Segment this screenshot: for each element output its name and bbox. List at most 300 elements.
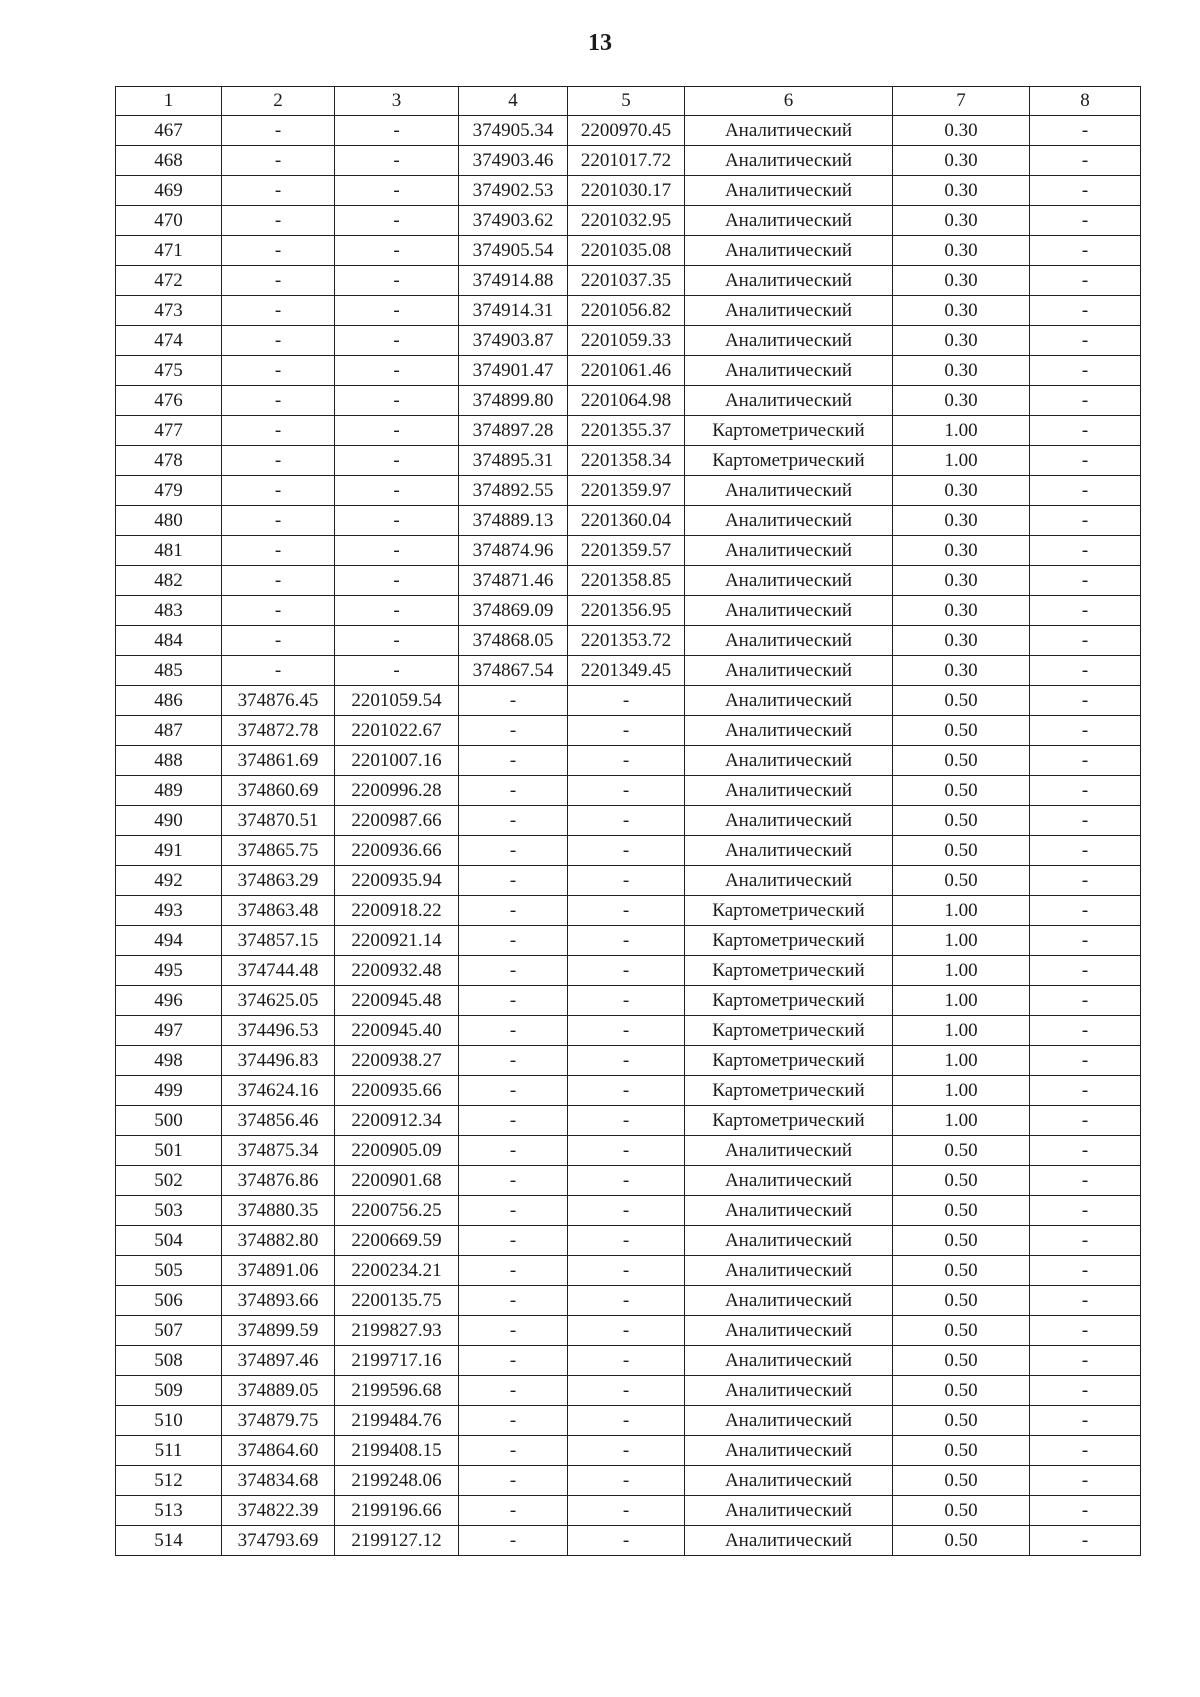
point-number-cell: 486	[116, 686, 222, 716]
note-cell: -	[1030, 416, 1141, 446]
accuracy-cell: 0.50	[893, 1316, 1030, 1346]
method-cell: Аналитический	[685, 236, 893, 266]
method-cell: Картометрический	[685, 416, 893, 446]
x-coord-cell: 374897.46	[222, 1346, 335, 1376]
method-cell: Аналитический	[685, 1166, 893, 1196]
table-row	[116, 116, 1141, 146]
y-coord-cell: 2200756.25	[335, 1196, 459, 1226]
accuracy-cell: 0.30	[893, 506, 1030, 536]
note-cell: -	[1030, 1076, 1141, 1106]
y-coord-cell: 2200935.66	[335, 1076, 459, 1106]
method-cell: Аналитический	[685, 1466, 893, 1496]
x-coord-new-cell: 374897.28	[459, 416, 568, 446]
method-cell: Аналитический	[685, 686, 893, 716]
accuracy-cell: 0.50	[893, 716, 1030, 746]
table-row	[116, 1046, 1141, 1076]
table-row	[116, 746, 1141, 776]
note-cell: -	[1030, 476, 1141, 506]
x-coord-new-cell: 374899.80	[459, 386, 568, 416]
method-cell: Аналитический	[685, 536, 893, 566]
point-number-cell: 485	[116, 656, 222, 686]
y-coord-new-cell: 2201032.95	[568, 206, 685, 236]
y-coord-new-cell: -	[568, 1316, 685, 1346]
y-coord-new-cell: -	[568, 1286, 685, 1316]
table-row	[116, 896, 1141, 926]
y-coord-cell: 2200234.21	[335, 1256, 459, 1286]
table-row	[116, 1286, 1141, 1316]
x-coord-new-cell: -	[459, 1526, 568, 1556]
x-coord-cell: -	[222, 416, 335, 446]
y-coord-cell: -	[335, 146, 459, 176]
y-coord-new-cell: -	[568, 1496, 685, 1526]
y-coord-cell: -	[335, 236, 459, 266]
y-coord-cell: 2201022.67	[335, 716, 459, 746]
note-cell: -	[1030, 236, 1141, 266]
method-cell: Аналитический	[685, 476, 893, 506]
method-cell: Аналитический	[685, 1286, 893, 1316]
accuracy-cell: 0.50	[893, 1166, 1030, 1196]
y-coord-cell: 2200945.40	[335, 1016, 459, 1046]
x-coord-new-cell: 374871.46	[459, 566, 568, 596]
y-coord-cell: 2200936.66	[335, 836, 459, 866]
x-coord-new-cell: 374892.55	[459, 476, 568, 506]
method-cell: Аналитический	[685, 326, 893, 356]
y-coord-cell: 2200905.09	[335, 1136, 459, 1166]
y-coord-new-cell: -	[568, 1136, 685, 1166]
x-coord-cell: 374876.86	[222, 1166, 335, 1196]
y-coord-new-cell: -	[568, 1436, 685, 1466]
accuracy-cell: 0.50	[893, 1526, 1030, 1556]
method-cell: Картометрический	[685, 896, 893, 926]
table-row	[116, 956, 1141, 986]
point-number-cell: 481	[116, 536, 222, 566]
x-coord-new-cell: -	[459, 1136, 568, 1166]
accuracy-cell: 0.50	[893, 1256, 1030, 1286]
point-number-cell: 511	[116, 1436, 222, 1466]
point-number-cell: 489	[116, 776, 222, 806]
accuracy-cell: 0.50	[893, 866, 1030, 896]
x-coord-new-cell: -	[459, 1046, 568, 1076]
y-coord-new-cell: -	[568, 1466, 685, 1496]
method-cell: Аналитический	[685, 1496, 893, 1526]
table-row	[116, 776, 1141, 806]
x-coord-new-cell: -	[459, 1496, 568, 1526]
table-body	[116, 116, 1141, 1556]
accuracy-cell: 0.50	[893, 1196, 1030, 1226]
x-coord-new-cell: 374895.31	[459, 446, 568, 476]
y-coord-cell: 2199196.66	[335, 1496, 459, 1526]
y-coord-cell: -	[335, 266, 459, 296]
y-coord-new-cell: 2201037.35	[568, 266, 685, 296]
point-number-cell: 471	[116, 236, 222, 266]
method-cell: Аналитический	[685, 656, 893, 686]
table-row	[116, 326, 1141, 356]
x-coord-cell: -	[222, 626, 335, 656]
y-coord-new-cell: -	[568, 986, 685, 1016]
x-coord-new-cell: -	[459, 1376, 568, 1406]
x-coord-new-cell: -	[459, 1226, 568, 1256]
y-coord-new-cell: -	[568, 1106, 685, 1136]
y-coord-new-cell: 2201059.33	[568, 326, 685, 356]
x-coord-cell: 374496.53	[222, 1016, 335, 1046]
method-cell: Аналитический	[685, 296, 893, 326]
table-row	[116, 506, 1141, 536]
accuracy-cell: 1.00	[893, 1046, 1030, 1076]
note-cell: -	[1030, 206, 1141, 236]
x-coord-cell: 374625.05	[222, 986, 335, 1016]
accuracy-cell: 0.50	[893, 776, 1030, 806]
x-coord-new-cell: -	[459, 716, 568, 746]
table-row	[116, 596, 1141, 626]
point-number-cell: 494	[116, 926, 222, 956]
table-row	[116, 296, 1141, 326]
y-coord-new-cell: -	[568, 716, 685, 746]
point-number-cell: 496	[116, 986, 222, 1016]
note-cell: -	[1030, 1376, 1141, 1406]
x-coord-cell: 374891.06	[222, 1256, 335, 1286]
x-coord-cell: -	[222, 356, 335, 386]
table-row	[116, 566, 1141, 596]
note-cell: -	[1030, 1136, 1141, 1166]
x-coord-new-cell: -	[459, 746, 568, 776]
table-row	[116, 1256, 1141, 1286]
table-row	[116, 836, 1141, 866]
method-cell: Аналитический	[685, 1256, 893, 1286]
accuracy-cell: 1.00	[893, 1076, 1030, 1106]
accuracy-cell: 0.50	[893, 1466, 1030, 1496]
method-cell: Аналитический	[685, 1526, 893, 1556]
y-coord-cell: 2199827.93	[335, 1316, 459, 1346]
method-cell: Аналитический	[685, 506, 893, 536]
x-coord-new-cell: -	[459, 986, 568, 1016]
point-number-cell: 509	[116, 1376, 222, 1406]
table-row	[116, 1346, 1141, 1376]
accuracy-cell: 1.00	[893, 956, 1030, 986]
note-cell: -	[1030, 536, 1141, 566]
table-row	[116, 806, 1141, 836]
table-row	[116, 1226, 1141, 1256]
point-number-cell: 469	[116, 176, 222, 206]
x-coord-cell: -	[222, 446, 335, 476]
table-row	[116, 206, 1141, 236]
accuracy-cell: 0.30	[893, 326, 1030, 356]
note-cell: -	[1030, 716, 1141, 746]
x-coord-new-cell: -	[459, 1166, 568, 1196]
accuracy-cell: 1.00	[893, 926, 1030, 956]
method-cell: Аналитический	[685, 356, 893, 386]
accuracy-cell: 0.30	[893, 536, 1030, 566]
y-coord-new-cell: -	[568, 1016, 685, 1046]
x-coord-cell: -	[222, 236, 335, 266]
note-cell: -	[1030, 626, 1141, 656]
x-coord-cell: 374879.75	[222, 1406, 335, 1436]
table-row	[116, 1166, 1141, 1196]
note-cell: -	[1030, 1316, 1141, 1346]
note-cell: -	[1030, 1346, 1141, 1376]
method-cell: Картометрический	[685, 1106, 893, 1136]
x-coord-cell: 374624.16	[222, 1076, 335, 1106]
table-row	[116, 986, 1141, 1016]
note-cell: -	[1030, 1496, 1141, 1526]
point-number-cell: 470	[116, 206, 222, 236]
accuracy-cell: 1.00	[893, 1106, 1030, 1136]
method-cell: Аналитический	[685, 1226, 893, 1256]
accuracy-cell: 0.50	[893, 1346, 1030, 1376]
accuracy-cell: 1.00	[893, 1016, 1030, 1046]
x-coord-new-cell: -	[459, 1316, 568, 1346]
y-coord-cell: 2200945.48	[335, 986, 459, 1016]
method-cell: Аналитический	[685, 1136, 893, 1166]
point-number-cell: 468	[116, 146, 222, 176]
point-number-cell: 505	[116, 1256, 222, 1286]
y-coord-new-cell: -	[568, 806, 685, 836]
y-coord-new-cell: 2201353.72	[568, 626, 685, 656]
x-coord-new-cell: 374869.09	[459, 596, 568, 626]
table-row	[116, 416, 1141, 446]
y-coord-new-cell: 2200970.45	[568, 116, 685, 146]
x-coord-cell: -	[222, 296, 335, 326]
table-row	[116, 236, 1141, 266]
y-coord-new-cell: -	[568, 1166, 685, 1196]
method-cell: Аналитический	[685, 866, 893, 896]
x-coord-cell: -	[222, 566, 335, 596]
x-coord-new-cell: -	[459, 1346, 568, 1376]
column-header: 3	[335, 87, 459, 116]
note-cell: -	[1030, 1526, 1141, 1556]
x-coord-cell: 374793.69	[222, 1526, 335, 1556]
method-cell: Картометрический	[685, 926, 893, 956]
x-coord-cell: 374822.39	[222, 1496, 335, 1526]
note-cell: -	[1030, 776, 1141, 806]
method-cell: Аналитический	[685, 746, 893, 776]
y-coord-cell: 2200935.94	[335, 866, 459, 896]
point-number-cell: 491	[116, 836, 222, 866]
y-coord-new-cell: 2201358.85	[568, 566, 685, 596]
accuracy-cell: 0.50	[893, 1376, 1030, 1406]
method-cell: Аналитический	[685, 1376, 893, 1406]
note-cell: -	[1030, 1256, 1141, 1286]
x-coord-new-cell: -	[459, 1286, 568, 1316]
column-header: 8	[1030, 87, 1141, 116]
accuracy-cell: 1.00	[893, 416, 1030, 446]
note-cell: -	[1030, 176, 1141, 206]
y-coord-new-cell: 2201359.97	[568, 476, 685, 506]
point-number-cell: 503	[116, 1196, 222, 1226]
point-number-cell: 490	[116, 806, 222, 836]
accuracy-cell: 0.30	[893, 356, 1030, 386]
accuracy-cell: 0.30	[893, 596, 1030, 626]
method-cell: Аналитический	[685, 626, 893, 656]
table-row	[116, 1076, 1141, 1106]
x-coord-new-cell: -	[459, 686, 568, 716]
y-coord-cell: -	[335, 416, 459, 446]
x-coord-new-cell: 374914.31	[459, 296, 568, 326]
point-number-cell: 467	[116, 116, 222, 146]
y-coord-cell: -	[335, 386, 459, 416]
note-cell: -	[1030, 296, 1141, 326]
y-coord-new-cell: -	[568, 956, 685, 986]
x-coord-new-cell: 374905.34	[459, 116, 568, 146]
method-cell: Аналитический	[685, 266, 893, 296]
x-coord-cell: 374880.35	[222, 1196, 335, 1226]
note-cell: -	[1030, 656, 1141, 686]
y-coord-cell: 2201059.54	[335, 686, 459, 716]
method-cell: Аналитический	[685, 566, 893, 596]
x-coord-cell: -	[222, 596, 335, 626]
method-cell: Аналитический	[685, 1406, 893, 1436]
x-coord-new-cell: 374903.46	[459, 146, 568, 176]
y-coord-cell: 2199127.12	[335, 1526, 459, 1556]
point-number-cell: 482	[116, 566, 222, 596]
note-cell: -	[1030, 1466, 1141, 1496]
note-cell: -	[1030, 1046, 1141, 1076]
accuracy-cell: 0.30	[893, 566, 1030, 596]
note-cell: -	[1030, 1406, 1141, 1436]
accuracy-cell: 0.30	[893, 146, 1030, 176]
accuracy-cell: 0.30	[893, 266, 1030, 296]
y-coord-new-cell: -	[568, 1226, 685, 1256]
x-coord-cell: 374496.83	[222, 1046, 335, 1076]
x-coord-new-cell: -	[459, 1406, 568, 1436]
y-coord-cell: -	[335, 296, 459, 326]
accuracy-cell: 0.50	[893, 746, 1030, 776]
y-coord-cell: -	[335, 116, 459, 146]
x-coord-cell: -	[222, 476, 335, 506]
table-row	[116, 866, 1141, 896]
x-coord-cell: 374876.45	[222, 686, 335, 716]
method-cell: Аналитический	[685, 1346, 893, 1376]
point-number-cell: 484	[116, 626, 222, 656]
column-header: 1	[116, 87, 222, 116]
y-coord-new-cell: 2201035.08	[568, 236, 685, 266]
y-coord-new-cell: 2201064.98	[568, 386, 685, 416]
point-number-cell: 506	[116, 1286, 222, 1316]
method-cell: Аналитический	[685, 1436, 893, 1466]
note-cell: -	[1030, 116, 1141, 146]
x-coord-new-cell: 374867.54	[459, 656, 568, 686]
note-cell: -	[1030, 1436, 1141, 1466]
point-number-cell: 488	[116, 746, 222, 776]
point-number-cell: 474	[116, 326, 222, 356]
y-coord-cell: -	[335, 506, 459, 536]
x-coord-new-cell: 374914.88	[459, 266, 568, 296]
y-coord-new-cell: -	[568, 1406, 685, 1436]
method-cell: Аналитический	[685, 806, 893, 836]
note-cell: -	[1030, 446, 1141, 476]
point-number-cell: 500	[116, 1106, 222, 1136]
method-cell: Аналитический	[685, 776, 893, 806]
y-coord-cell: -	[335, 176, 459, 206]
x-coord-new-cell: -	[459, 1016, 568, 1046]
accuracy-cell: 0.30	[893, 386, 1030, 416]
y-coord-cell: 2201007.16	[335, 746, 459, 776]
point-number-cell: 501	[116, 1136, 222, 1166]
y-coord-new-cell: -	[568, 686, 685, 716]
accuracy-cell: 0.50	[893, 1286, 1030, 1316]
note-cell: -	[1030, 1226, 1141, 1256]
note-cell: -	[1030, 1196, 1141, 1226]
y-coord-new-cell: 2201359.57	[568, 536, 685, 566]
x-coord-cell: 374863.48	[222, 896, 335, 926]
accuracy-cell: 0.30	[893, 656, 1030, 686]
x-coord-cell: 374870.51	[222, 806, 335, 836]
method-cell: Картометрический	[685, 1016, 893, 1046]
table-row	[116, 536, 1141, 566]
x-coord-cell: 374860.69	[222, 776, 335, 806]
point-number-cell: 493	[116, 896, 222, 926]
x-coord-new-cell: -	[459, 1436, 568, 1466]
x-coord-new-cell: -	[459, 866, 568, 896]
y-coord-cell: 2199484.76	[335, 1406, 459, 1436]
x-coord-cell: 374861.69	[222, 746, 335, 776]
note-cell: -	[1030, 866, 1141, 896]
method-cell: Картометрический	[685, 986, 893, 1016]
table-row	[116, 1526, 1141, 1556]
x-coord-cell: -	[222, 146, 335, 176]
x-coord-cell: 374864.60	[222, 1436, 335, 1466]
table-row	[116, 1196, 1141, 1226]
x-coord-new-cell: 374901.47	[459, 356, 568, 386]
x-coord-new-cell: 374889.13	[459, 506, 568, 536]
y-coord-cell: 2200996.28	[335, 776, 459, 806]
accuracy-cell: 0.50	[893, 1136, 1030, 1166]
y-coord-new-cell: 2201356.95	[568, 596, 685, 626]
table-row	[116, 626, 1141, 656]
header-row	[116, 87, 1141, 116]
y-coord-cell: 2200938.27	[335, 1046, 459, 1076]
table-row	[116, 686, 1141, 716]
note-cell: -	[1030, 596, 1141, 626]
y-coord-new-cell: -	[568, 1526, 685, 1556]
note-cell: -	[1030, 746, 1141, 776]
table-row	[116, 656, 1141, 686]
note-cell: -	[1030, 506, 1141, 536]
y-coord-cell: -	[335, 596, 459, 626]
x-coord-cell: 374872.78	[222, 716, 335, 746]
y-coord-cell: 2200901.68	[335, 1166, 459, 1196]
y-coord-new-cell: 2201030.17	[568, 176, 685, 206]
y-coord-cell: -	[335, 476, 459, 506]
point-number-cell: 478	[116, 446, 222, 476]
note-cell: -	[1030, 266, 1141, 296]
table-row	[116, 1316, 1141, 1346]
y-coord-new-cell: 2201358.34	[568, 446, 685, 476]
y-coord-new-cell: 2201355.37	[568, 416, 685, 446]
note-cell: -	[1030, 146, 1141, 176]
x-coord-new-cell: 374903.87	[459, 326, 568, 356]
accuracy-cell: 1.00	[893, 986, 1030, 1016]
table-row	[116, 1016, 1141, 1046]
x-coord-new-cell: 374868.05	[459, 626, 568, 656]
x-coord-cell: -	[222, 176, 335, 206]
x-coord-cell: 374863.29	[222, 866, 335, 896]
table-row	[116, 356, 1141, 386]
method-cell: Аналитический	[685, 1196, 893, 1226]
y-coord-cell: -	[335, 536, 459, 566]
x-coord-new-cell: -	[459, 776, 568, 806]
y-coord-cell: 2200918.22	[335, 896, 459, 926]
method-cell: Аналитический	[685, 836, 893, 866]
method-cell: Аналитический	[685, 176, 893, 206]
x-coord-cell: -	[222, 266, 335, 296]
x-coord-new-cell: -	[459, 806, 568, 836]
y-coord-new-cell: -	[568, 776, 685, 806]
accuracy-cell: 0.50	[893, 1436, 1030, 1466]
note-cell: -	[1030, 1016, 1141, 1046]
point-number-cell: 513	[116, 1496, 222, 1526]
y-coord-new-cell: 2201061.46	[568, 356, 685, 386]
note-cell: -	[1030, 1166, 1141, 1196]
